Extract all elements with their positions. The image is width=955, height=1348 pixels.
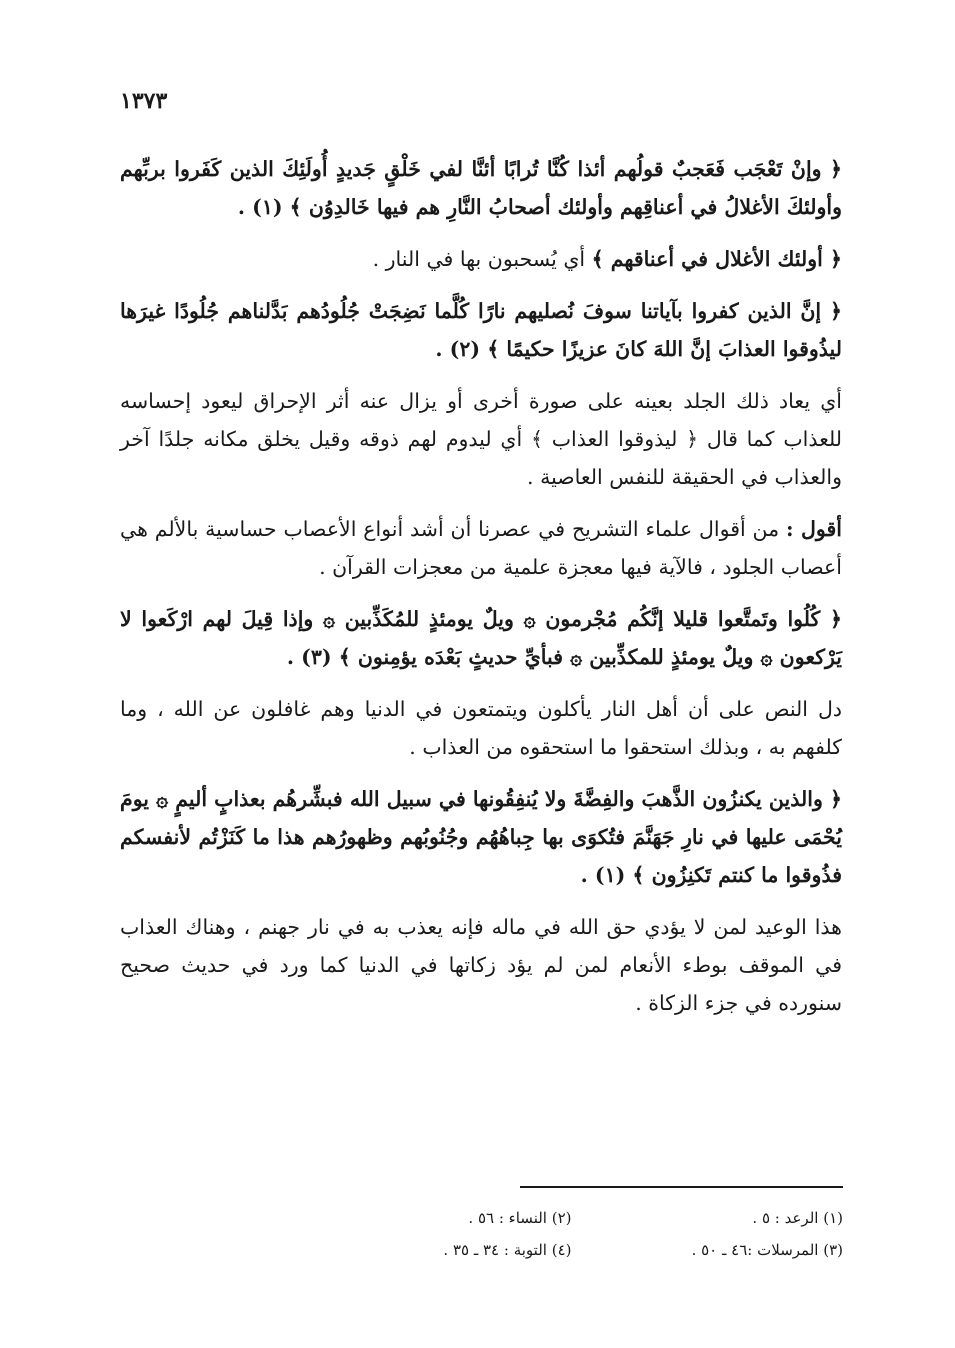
verse-paragraph: ﴿ وإنْ تَعْجَب فَعَجبٌ قولُهم أئذا كُنَّا تُرابًا أئنَّا لفي خَلْقٍ جَديدٍ أُولَئِكَ الذين كَفَروا بربِّهم وأولئكَ الأغلالُ في أعناقِهم وأولئك أصحابُ النَّارِ هم فيها خَالدِوُن ﴾ (١) .: [120, 157, 842, 219]
verse-quote: ﴿ أولئك الأغلال في أعناقهم ﴾: [591, 247, 842, 271]
prose-paragraph: [120, 510, 842, 586]
footnotes: [300, 1202, 843, 1266]
paragraph-text: من أقوال علماء التشريح في عصرنا أن أشد أنواع الأعصاب حساسية بالألم هي أعصاب الجلود ، فالآية فيها معجزة علمية من معجزات القرآن .: [120, 517, 842, 579]
verse-paragraph: ﴿ والذين يكنزُون الذَّهبَ والفِضَّةَ ولا يُنفِقُونها في سبيل الله فبشِّرهُم بعذابٍ أليمٍ ۞ يومَ يُحْمَى عليها في نارِ جَهَنَّمَ فتُكوَى بها جِباهُهُم وجُنُوبُهم وظهورُهم هذا ما كَنَزْتُم لأنفسكم فذُوقوا ما كنتم تَكنِزُون ﴾ (١) .: [120, 787, 842, 887]
footnote: (١) الرعد : ٥ .: [752, 1209, 843, 1227]
verse-paragraph: ﴿ كُلُوا وتَمتَّعوا قليلا إنَّكُم مُجْرمون ۞ ويلٌ يومئذٍ للمُكَذِّبين ۞ وإذا قِيلَ لهم ارْكَعوا لا يَرْكعون ۞ ويلٌ يومئذٍ للمكذِّبين ۞ فبأيِّ حديثٍ بَعْدَه يؤمِنون ﴾ (٣) .: [120, 607, 842, 669]
page-body: [120, 150, 842, 1036]
footnote: (٢) النساء : ٥٦ .: [468, 1209, 572, 1227]
paragraph-lead: أقول :: [785, 517, 842, 541]
footnote: (٣) المرسلات :٤٦ ـ ٥٠ .: [691, 1241, 843, 1259]
prose-paragraph: أي يعاد ذلك الجلد بعينه على صورة أخرى أو يزال عنه أثر الإحراق ليعود إحساسه للعذاب كما قال ﴿ ليذوقوا العذاب ﴾ أي ليدوم لهم ذوقه وقيل يخلق مكانه جلدًا آخر والعذاب في الحقيقة للنفس العاصية .: [120, 389, 842, 489]
footnote-row: [300, 1234, 843, 1266]
prose-paragraph: دل النص على أن أهل النار يأكلون ويتمتعون في الدنيا وهم غافلون عن الله ، وما كلفهم به ، وبذلك استحقوا ما استحقوه من العذاب .: [120, 697, 842, 759]
verse-paragraph: ﴿ إنَّ الذين كفروا بآياتنا سوفَ نُصليهم نارًا كُلَّما نَضِجَتْ جُلُودُهم بَدَّلناهم جُلُودًا غيرَها ليذُوقوا العذابَ إنَّ اللهَ كانَ عزيزًا حكيمًا ﴾ (٢) .: [120, 299, 842, 361]
page-number: ١٣٧٣: [120, 88, 168, 114]
prose-paragraph: هذا الوعيد لمن لا يؤدي حق الله في ماله فإنه يعذب به في نار جهنم ، وهناك العذاب في الموقف بوطء الأنعام لمن لم يؤد زكاتها في الدنيا كما ورد في حديث صحيح سنورده في جزء الزكاة .: [120, 915, 842, 1015]
footnote: (٤) التوبة : ٣٤ ـ ٣٥ .: [443, 1241, 572, 1259]
commentary-text: أي يُسحبون بها في النار .: [372, 247, 592, 271]
footnote-divider: [520, 1186, 843, 1188]
verse-commentary-paragraph: [120, 240, 842, 278]
footnote-row: [300, 1202, 843, 1234]
